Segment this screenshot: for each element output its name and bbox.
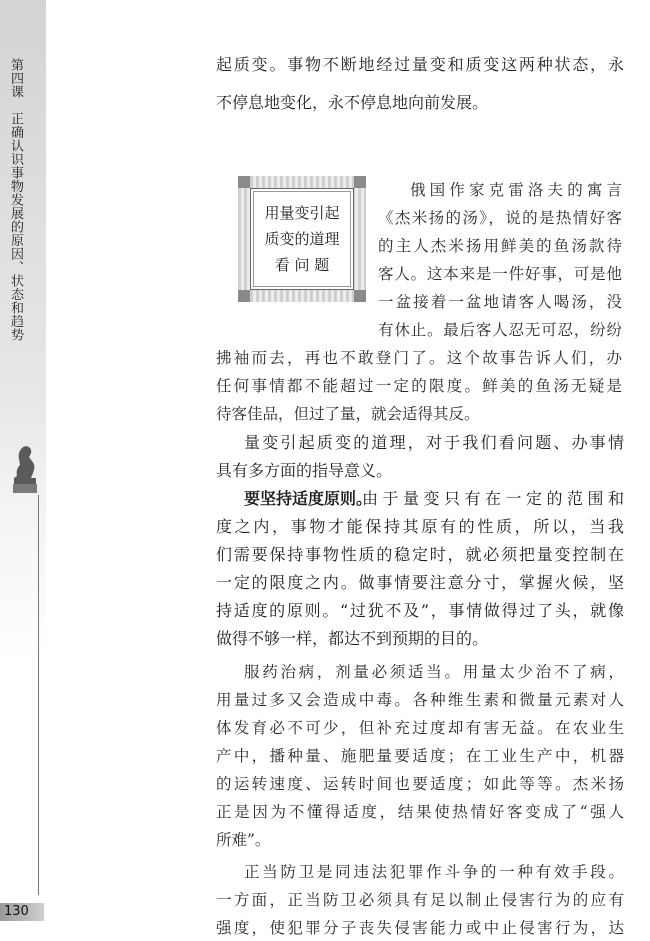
chapter-sidebar	[0, 0, 46, 941]
text-line: 俄国作家克雷洛夫的寓言	[410, 181, 622, 199]
text-line: 待客佳品，但过了量，就会适得其反。	[216, 405, 480, 423]
text-line: 不停息地变化，永不停息地向前发展。	[216, 93, 489, 112]
text-line: 起质变。事物不断地经过量变和质变这两种状态，永	[216, 55, 624, 74]
margin-rule	[38, 495, 39, 895]
text-line: 产中，播种量、施肥量要适度；在工业生产中，机器	[216, 747, 624, 765]
text-line: 体发育必不可少，但补充过度却有害无益。在农业生	[216, 719, 624, 737]
text-line: 的主人杰米扬用鲜美的鱼汤款待	[378, 237, 622, 255]
text-line: 有休止。最后客人忍无可忍，纷纷	[378, 321, 622, 339]
topic-box-line: 质变的道理	[264, 230, 340, 248]
text-line: 任何事情都不能超过一定的限度。鲜美的鱼汤无疑是	[216, 377, 622, 395]
text-line: 具有多方面的指导意义。	[216, 461, 393, 480]
text-line: 客人。这本来是一件好事，可是他	[378, 265, 622, 283]
text-line: 一盆接着一盆地请客人喝汤，没	[378, 293, 622, 311]
topic-box-line: 看 问 题	[274, 256, 330, 274]
text-line: 度之内，事物才能保持其原有的性质，所以，当我	[216, 517, 624, 536]
text-line: 量变引起质变的道理，对于我们看问题、办事情	[244, 433, 624, 452]
topic-box-line: 用量变引起	[264, 204, 340, 222]
text-line: 拂袖而去，再也不敢登门了。这个故事告诉人们，办	[216, 349, 622, 367]
text-line: 由于量变只有在一定的范围和	[362, 489, 624, 508]
thinker-statue-icon	[10, 440, 40, 495]
topic-box	[238, 176, 366, 302]
text-line: 做得不够一样，都达不到预期的目的。	[216, 629, 489, 648]
text-line: 《杰米扬的汤》，说的是热情好客	[378, 209, 622, 227]
text-line: 正当防卫是同违法犯罪作斗争的一种有效手段。	[244, 863, 624, 881]
text-line: 正是因为不懂得适度，结果使热情好客变成了“强人	[216, 803, 624, 821]
text-line: 的运转速度、运转时间也要适度；如此等等。杰米扬	[216, 775, 624, 793]
principle-heading: 要坚持适度原则。	[244, 489, 373, 508]
text-line: 强度，使犯罪分子丧失侵害能力或中止侵害行为，达	[216, 919, 624, 937]
page-number: 130	[0, 903, 44, 921]
text-line: 持适度的原则。“过犹不及”，事情做得过了头，就像	[216, 601, 624, 620]
text-line: 们需要保持事物性质的稳定时，就必须把量变控制在	[216, 545, 624, 564]
chapter-title: 第四课 正确认识事物发展的原因、状态和趋势	[8, 58, 23, 342]
text-line: 所难”。	[216, 831, 271, 849]
text-line: 一方面，正当防卫必须具有足以制止侵害行为的应有	[216, 891, 624, 909]
text-line: 用量过多又会造成中毒。各种维生素和微量元素对人	[216, 691, 624, 709]
text-line: 一定的限度之内。做事情要注意分寸，掌握火候，坚	[216, 573, 624, 592]
text-line: 服药治病，剂量必须适当。用量太少治不了病，	[244, 663, 624, 681]
